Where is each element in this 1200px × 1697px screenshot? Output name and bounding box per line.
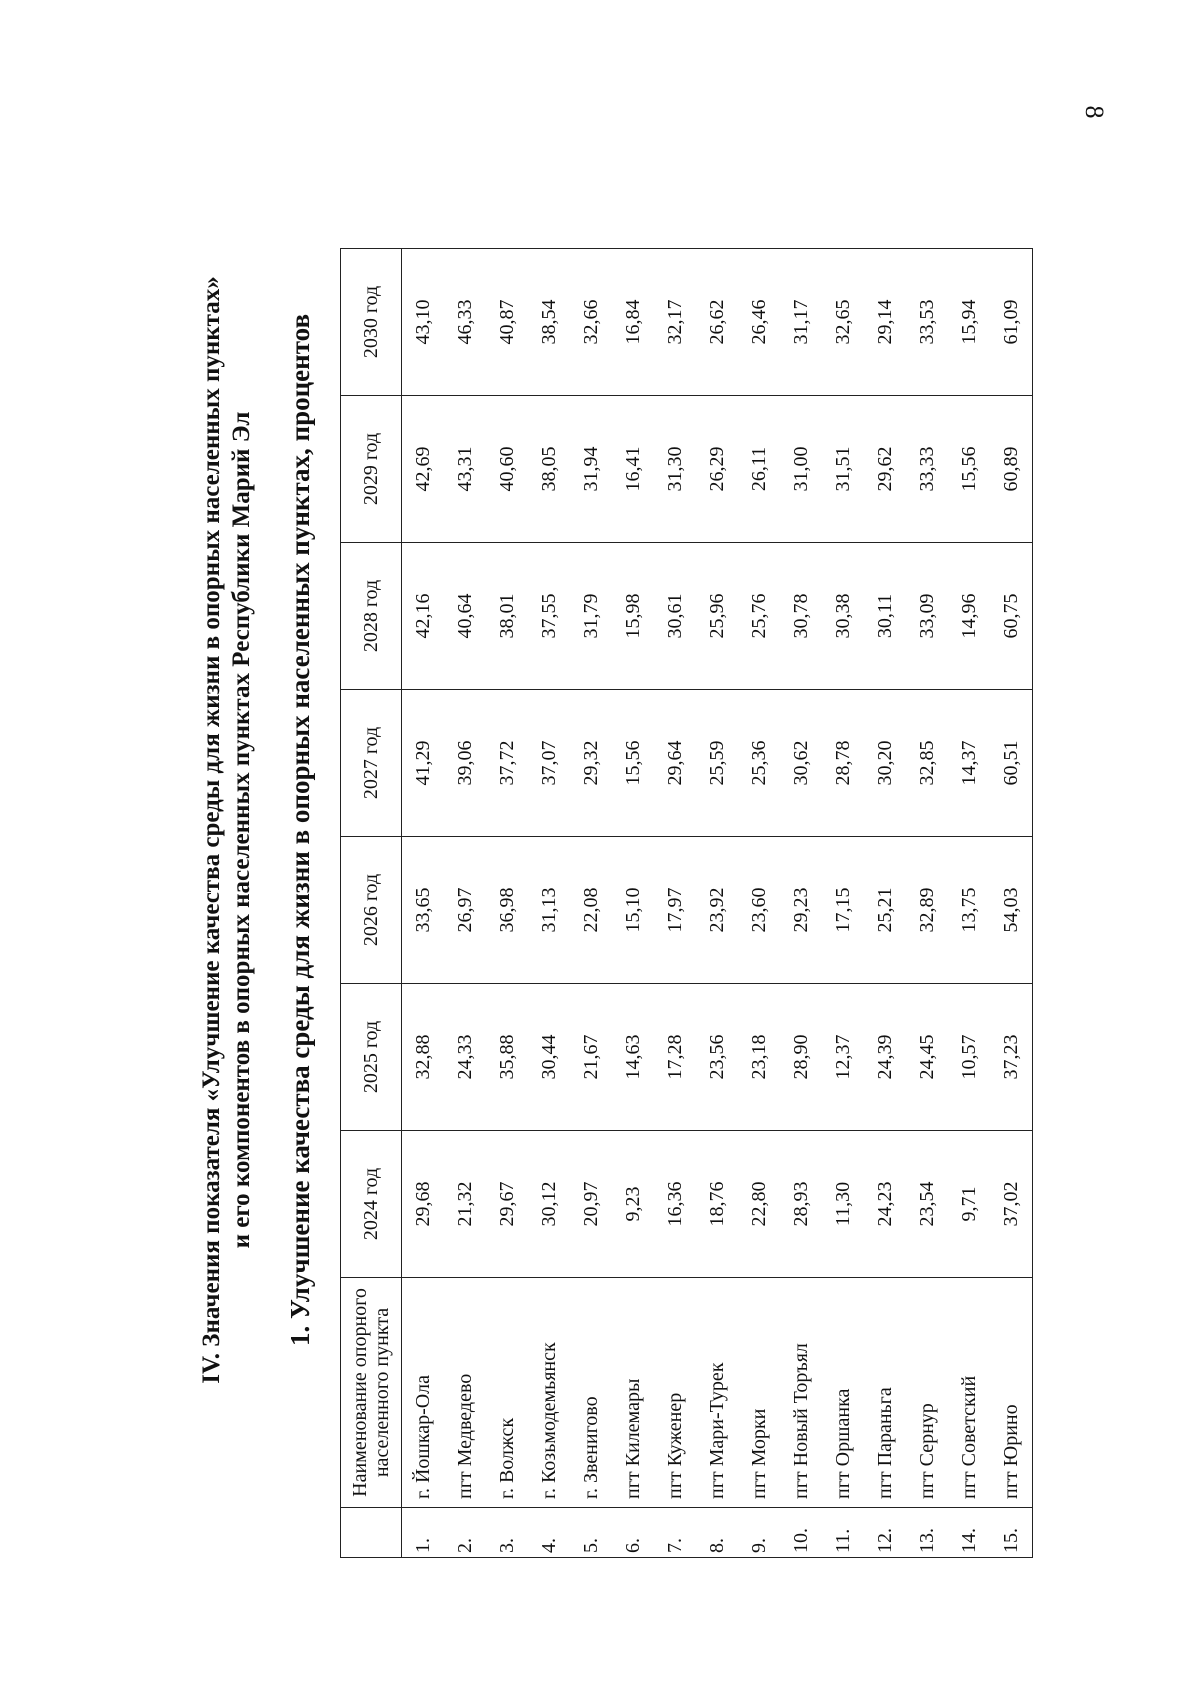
row-index: 4. (528, 1508, 570, 1558)
table-row (696, 249, 738, 1558)
table-subtitle: 1. Улучшение качества среды для жизни в опорных населенных пунктах, процентов (285, 313, 315, 1347)
row-index: 8. (696, 1508, 738, 1558)
value-cell: 40,64 (444, 543, 486, 690)
value-cell: 16,84 (612, 249, 654, 396)
header-2028: 2028 год (341, 543, 402, 690)
value-cell: 22,80 (738, 1131, 780, 1278)
value-cell: 14,63 (612, 984, 654, 1131)
value-cell: 18,76 (696, 1131, 738, 1278)
header-name-line1: Наименование опорного (349, 1288, 371, 1497)
value-cell: 17,15 (822, 837, 864, 984)
settlement-name: г. Йошкар-Ола (402, 1278, 445, 1508)
value-cell: 15,56 (948, 396, 990, 543)
value-cell: 24,39 (864, 984, 906, 1131)
value-cell: 25,36 (738, 690, 780, 837)
header-name-line2: населенного пункта (371, 1307, 393, 1478)
value-cell: 29,64 (654, 690, 696, 837)
settlement-name: г. Козьмодемьянск (528, 1278, 570, 1508)
row-index: 13. (906, 1508, 948, 1558)
table-row (948, 249, 990, 1558)
header-2030: 2030 год (341, 249, 402, 396)
value-cell: 32,66 (570, 249, 612, 396)
value-cell: 30,62 (780, 690, 822, 837)
value-cell: 54,03 (990, 837, 1033, 984)
value-cell: 43,10 (402, 249, 445, 396)
value-cell: 29,68 (402, 1131, 445, 1278)
value-cell: 23,54 (906, 1131, 948, 1278)
value-cell: 31,17 (780, 249, 822, 396)
settlement-name: пгт Морки (738, 1278, 780, 1508)
row-index: 1. (402, 1508, 445, 1558)
header-name (341, 1278, 402, 1508)
section-title: IV. Значения показателя «Улучшение качества среды для жизни в опорных населенных пунктах» (198, 276, 225, 1384)
value-cell: 14,37 (948, 690, 990, 837)
settlement-name: пгт Килемары (612, 1278, 654, 1508)
value-cell: 30,78 (780, 543, 822, 690)
row-index: 11. (822, 1508, 864, 1558)
value-cell: 32,17 (654, 249, 696, 396)
value-cell: 16,41 (612, 396, 654, 543)
value-cell: 15,56 (612, 690, 654, 837)
value-cell: 20,97 (570, 1131, 612, 1278)
value-cell: 23,92 (696, 837, 738, 984)
value-cell: 35,88 (486, 984, 528, 1131)
value-cell: 33,53 (906, 249, 948, 396)
value-cell: 31,94 (570, 396, 612, 543)
settlement-name: пгт Медведево (444, 1278, 486, 1508)
header-2025: 2025 год (341, 984, 402, 1131)
value-cell: 17,28 (654, 984, 696, 1131)
value-cell: 46,33 (444, 249, 486, 396)
value-cell: 39,06 (444, 690, 486, 837)
table-row (402, 249, 445, 1558)
value-cell: 24,45 (906, 984, 948, 1131)
value-cell: 32,88 (402, 984, 445, 1131)
section-title-continued: и его компонентов в опорных населенных пунктах Республики Марий Эл (228, 411, 255, 1249)
value-cell: 23,60 (738, 837, 780, 984)
value-cell: 30,38 (822, 543, 864, 690)
value-cell: 32,85 (906, 690, 948, 837)
value-cell: 31,13 (528, 837, 570, 984)
value-cell: 13,75 (948, 837, 990, 984)
value-cell: 37,02 (990, 1131, 1033, 1278)
value-cell: 30,20 (864, 690, 906, 837)
table-row (990, 249, 1033, 1558)
header-2024: 2024 год (341, 1131, 402, 1278)
value-cell: 29,67 (486, 1131, 528, 1278)
value-cell: 43,31 (444, 396, 486, 543)
value-cell: 26,97 (444, 837, 486, 984)
value-cell: 29,14 (864, 249, 906, 396)
value-cell: 26,11 (738, 396, 780, 543)
value-cell: 30,61 (654, 543, 696, 690)
table-row (864, 249, 906, 1558)
value-cell: 31,30 (654, 396, 696, 543)
table-row (654, 249, 696, 1558)
value-cell: 41,29 (402, 690, 445, 837)
table-row (570, 249, 612, 1558)
settlement-name: пгт Новый Торъял (780, 1278, 822, 1508)
table-row (486, 249, 528, 1558)
table-row (444, 249, 486, 1558)
header-2027: 2027 год (341, 690, 402, 837)
value-cell: 28,78 (822, 690, 864, 837)
value-cell: 40,60 (486, 396, 528, 543)
row-index: 9. (738, 1508, 780, 1558)
row-index: 7. (654, 1508, 696, 1558)
table-row (528, 249, 570, 1558)
value-cell: 23,18 (738, 984, 780, 1131)
row-index: 15. (990, 1508, 1033, 1558)
value-cell: 25,59 (696, 690, 738, 837)
value-cell: 31,00 (780, 396, 822, 543)
indicator-table (340, 248, 1033, 1558)
value-cell: 25,76 (738, 543, 780, 690)
value-cell: 33,33 (906, 396, 948, 543)
value-cell: 60,51 (990, 690, 1033, 837)
value-cell: 30,11 (864, 543, 906, 690)
value-cell: 30,44 (528, 984, 570, 1131)
row-index: 3. (486, 1508, 528, 1558)
value-cell: 38,05 (528, 396, 570, 543)
settlement-name: пгт Сернур (906, 1278, 948, 1508)
settlement-name: пгт Параньга (864, 1278, 906, 1508)
value-cell: 37,55 (528, 543, 570, 690)
value-cell: 60,75 (990, 543, 1033, 690)
value-cell: 29,62 (864, 396, 906, 543)
row-index: 14. (948, 1508, 990, 1558)
value-cell: 40,87 (486, 249, 528, 396)
value-cell: 31,79 (570, 543, 612, 690)
value-cell: 9,23 (612, 1131, 654, 1278)
header-index (341, 1508, 402, 1558)
table-row (780, 249, 822, 1558)
settlement-name: пгт Юрино (990, 1278, 1033, 1508)
value-cell: 17,97 (654, 837, 696, 984)
value-cell: 24,23 (864, 1131, 906, 1278)
value-cell: 32,65 (822, 249, 864, 396)
table-header-row (341, 249, 402, 1558)
value-cell: 60,89 (990, 396, 1033, 543)
value-cell: 29,23 (780, 837, 822, 984)
value-cell: 15,10 (612, 837, 654, 984)
row-index: 10. (780, 1508, 822, 1558)
value-cell: 25,96 (696, 543, 738, 690)
value-cell: 37,72 (486, 690, 528, 837)
table-row (612, 249, 654, 1558)
value-cell: 21,32 (444, 1131, 486, 1278)
rotated-content (190, 80, 1090, 1580)
value-cell: 33,65 (402, 837, 445, 984)
row-index: 5. (570, 1508, 612, 1558)
value-cell: 9,71 (948, 1131, 990, 1278)
value-cell: 11,30 (822, 1131, 864, 1278)
settlement-name: г. Волжск (486, 1278, 528, 1508)
value-cell: 16,36 (654, 1131, 696, 1278)
page-number: 8 (1080, 105, 1109, 119)
value-cell: 26,46 (738, 249, 780, 396)
row-index: 12. (864, 1508, 906, 1558)
value-cell: 37,07 (528, 690, 570, 837)
value-cell: 28,90 (780, 984, 822, 1131)
value-cell: 10,57 (948, 984, 990, 1131)
value-cell: 37,23 (990, 984, 1033, 1131)
settlement-name: г. Звенигово (570, 1278, 612, 1508)
value-cell: 42,16 (402, 543, 445, 690)
value-cell: 32,89 (906, 837, 948, 984)
value-cell: 61,09 (990, 249, 1033, 396)
value-cell: 14,96 (948, 543, 990, 690)
settlement-name: пгт Оршанка (822, 1278, 864, 1508)
value-cell: 24,33 (444, 984, 486, 1131)
value-cell: 26,62 (696, 249, 738, 396)
value-cell: 15,94 (948, 249, 990, 396)
value-cell: 25,21 (864, 837, 906, 984)
settlement-name: пгт Советский (948, 1278, 990, 1508)
row-index: 6. (612, 1508, 654, 1558)
value-cell: 31,51 (822, 396, 864, 543)
table-row (822, 249, 864, 1558)
value-cell: 23,56 (696, 984, 738, 1131)
value-cell: 28,93 (780, 1131, 822, 1278)
value-cell: 22,08 (570, 837, 612, 984)
row-index: 2. (444, 1508, 486, 1558)
value-cell: 38,01 (486, 543, 528, 690)
table-row (738, 249, 780, 1558)
value-cell: 26,29 (696, 396, 738, 543)
header-2026: 2026 год (341, 837, 402, 984)
value-cell: 38,54 (528, 249, 570, 396)
value-cell: 21,67 (570, 984, 612, 1131)
table-row (906, 249, 948, 1558)
value-cell: 33,09 (906, 543, 948, 690)
value-cell: 42,69 (402, 396, 445, 543)
value-cell: 29,32 (570, 690, 612, 837)
settlement-name: пгт Куженер (654, 1278, 696, 1508)
value-cell: 30,12 (528, 1131, 570, 1278)
value-cell: 12,37 (822, 984, 864, 1131)
value-cell: 36,98 (486, 837, 528, 984)
header-2029: 2029 год (341, 396, 402, 543)
value-cell: 15,98 (612, 543, 654, 690)
table-body (402, 249, 1033, 1558)
settlement-name: пгт Мари-Турек (696, 1278, 738, 1508)
